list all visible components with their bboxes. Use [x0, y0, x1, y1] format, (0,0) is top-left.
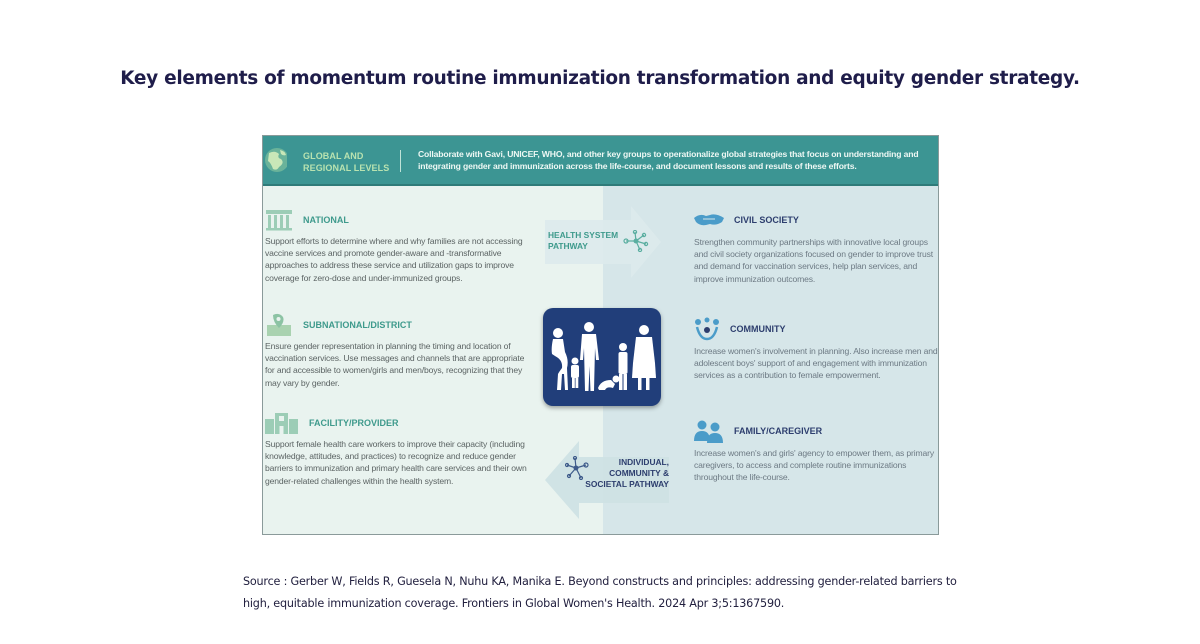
- subnational-district-block: [265, 313, 535, 389]
- block-title: FACILITY/PROVIDER: [309, 418, 399, 428]
- strategy-infographic: [262, 135, 939, 535]
- societal-pathway-label: [575, 457, 669, 490]
- page-title: Key elements of momentum routine immunization transformation and equity gender strategy.: [120, 68, 1080, 89]
- block-description: Ensure gender representation in planning the timing and location of vaccination services. Use messages and channels that are appropriate for and accessible to women/girls and men/boys, recognizing that they may vary by gender.: [265, 341, 525, 388]
- hospital-icon: [265, 412, 299, 434]
- block-title: CIVIL SOCIETY: [734, 215, 799, 225]
- globe-icon: [265, 145, 287, 175]
- block-title: FAMILY/CAREGIVER: [734, 426, 823, 436]
- block-title: SUBNATIONAL/DISTRICT: [303, 320, 412, 330]
- family-silhouettes-icon: [543, 308, 661, 406]
- civil-society-block: [694, 208, 939, 285]
- pathway-line: PATHWAY: [548, 241, 588, 251]
- community-block: [694, 317, 939, 382]
- banner-label-line2: REGIONAL LEVELS: [303, 163, 390, 173]
- banner-level-label: [303, 150, 389, 174]
- block-description: Increase women's involvement in planning. Also increase men and adolescent boys' support of and engagement with immunization services as a contribution to female empowerment.: [694, 346, 938, 381]
- facility-provider-block: [265, 411, 535, 487]
- block-description: Support female health care workers to improve their capacity (including knowledge, attitudes, and practices) to recognize and reduce gender barriers to immunization and primary health care services and their own gender-related challenges within the health system.: [265, 439, 527, 486]
- network-icon: [623, 230, 649, 252]
- source-citation: Source : Gerber W, Fields R, Guesela N, Nuhu KA, Manika E. Beyond constructs and principles: addressing gender-related barriers to high, equitable immunization coverage. Frontiers in Global Women's Health. 2024 Apr 3;5:1367590.: [243, 575, 957, 610]
- block-description: Support efforts to determine where and why families are not accessing vaccine services and promote gender-aware and -transformative approaches to address these service and utilization gaps to improve coverage for zero-dose and under-immunized groups.: [265, 236, 523, 283]
- global-regional-banner: [263, 136, 939, 186]
- handshake-icon: [694, 210, 724, 230]
- banner-label-line1: GLOBAL AND: [303, 151, 364, 161]
- family-caregiver-block: [694, 419, 939, 484]
- block-title: COMMUNITY: [730, 324, 786, 334]
- block-description: Increase women's and girls' agency to empower them, as primary caregivers, to access and complete routine immunizations throughout the life-course.: [694, 448, 934, 483]
- national-block: [265, 208, 535, 284]
- block-title: NATIONAL: [303, 215, 349, 225]
- family-illustration: [543, 308, 661, 406]
- pathway-line: INDIVIDUAL,: [618, 457, 669, 467]
- network-icon: [565, 456, 589, 480]
- pathway-line: HEALTH SYSTEM: [548, 230, 619, 240]
- people-icon: [694, 419, 724, 443]
- block-description: Strengthen community partnerships with innovative local groups and civil society organizations focused on gender to improve trust and demand for vaccination services, help plan services, and improve immunization outcomes.: [694, 237, 933, 284]
- map-pin-icon: [265, 313, 293, 337]
- pathway-line: COMMUNITY &: [609, 468, 669, 478]
- building-columns-icon: [265, 209, 293, 231]
- banner-description: Collaborate with Gavi, UNICEF, WHO, and other key groups to operationalize global strategies that focus on understanding and integrating gender and immunization across the life-course, and document lessons and results of these efforts.: [418, 149, 919, 171]
- banner-divider: [400, 150, 401, 172]
- community-network-icon: [694, 317, 720, 341]
- pathway-line: SOCIETAL PATHWAY: [585, 479, 669, 489]
- health-system-pathway-label: [548, 230, 618, 252]
